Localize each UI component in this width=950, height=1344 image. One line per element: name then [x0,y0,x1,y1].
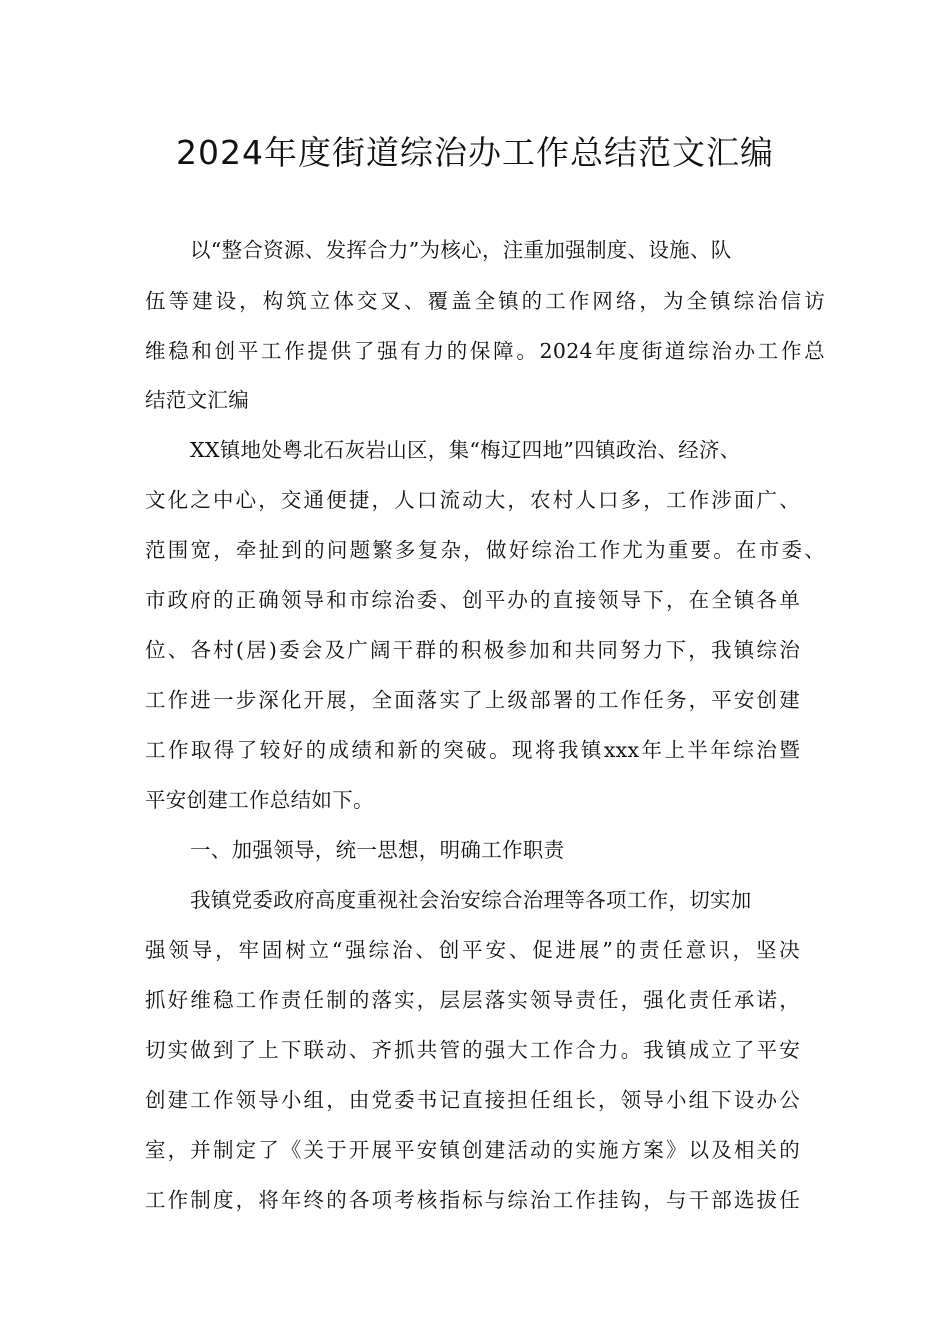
paragraph-2-line-2: 文化之中心，交通便捷，人口流动大，农村人口多，工作涉面广、 [145,488,800,512]
paragraph-2-line-5: 位、各村(居)委会及广阔干群的积极参加和共同努力下，我镇综治 [145,638,800,662]
paragraph-1-line-2: 伍等建设，构筑立体交叉、覆盖全镇的工作网络，为全镇综治信访 [145,289,825,313]
paragraph-3-line-5: 创建工作领导小组，由党委书记直接担任组长，领导小组下设办公 [145,1088,800,1112]
paragraph-3-line-4: 切实做到了上下联动、齐抓共管的强大工作合力。我镇成立了平安 [145,1038,800,1062]
paragraph-1-line-1: 以“整合资源、发挥合力”为核心，注重加强制度、设施、队 [190,238,732,262]
document-title: 2024年度街道综治办工作总结范文汇编 [176,133,774,172]
paragraph-2-line-1: XX镇地处粤北石灰岩山区，集“梅辽四地”四镇政治、经济、 [190,438,741,462]
paragraph-2-line-6: 工作进一步深化开展，全面落实了上级部署的工作任务，平安创建 [145,688,800,712]
paragraph-3-line-6: 室，并制定了《关于开展平安镇创建活动的实施方案》以及相关的 [145,1138,800,1162]
section-heading-1: 一、加强领导，统一思想，明确工作职责 [190,838,565,862]
paragraph-1-line-3: 维稳和创平工作提供了强有力的保障。2024年度街道综治办工作总 [145,339,825,363]
paragraph-2-line-7: 工作取得了较好的成绩和新的突破。现将我镇xxx年上半年综治暨 [145,738,800,762]
paragraph-3-line-2: 强领导，牢固树立“强综治、创平安、促进展”的责任意识，坚决 [145,938,800,962]
paragraph-3-line-3: 抓好维稳工作责任制的落实，层层落实领导责任，强化责任承诺， [145,988,800,1012]
paragraph-1-line-4: 结范文汇编 [145,388,249,412]
paragraph-2-line-3: 范围宽，牵扯到的问题繁多复杂，做好综治工作尤为重要。在市委、 [145,538,825,562]
paragraph-2-line-8: 平安创建工作总结如下。 [145,788,374,812]
paragraph-3-line-7: 工作制度，将年终的各项考核指标与综治工作挂钩，与干部选拔任 [145,1188,800,1212]
paragraph-3-line-1: 我镇党委政府高度重视社会治安综合治理等各项工作，切实加 [190,888,752,912]
paragraph-2-line-4: 市政府的正确领导和市综治委、创平办的直接领导下，在全镇各单 [145,588,800,612]
